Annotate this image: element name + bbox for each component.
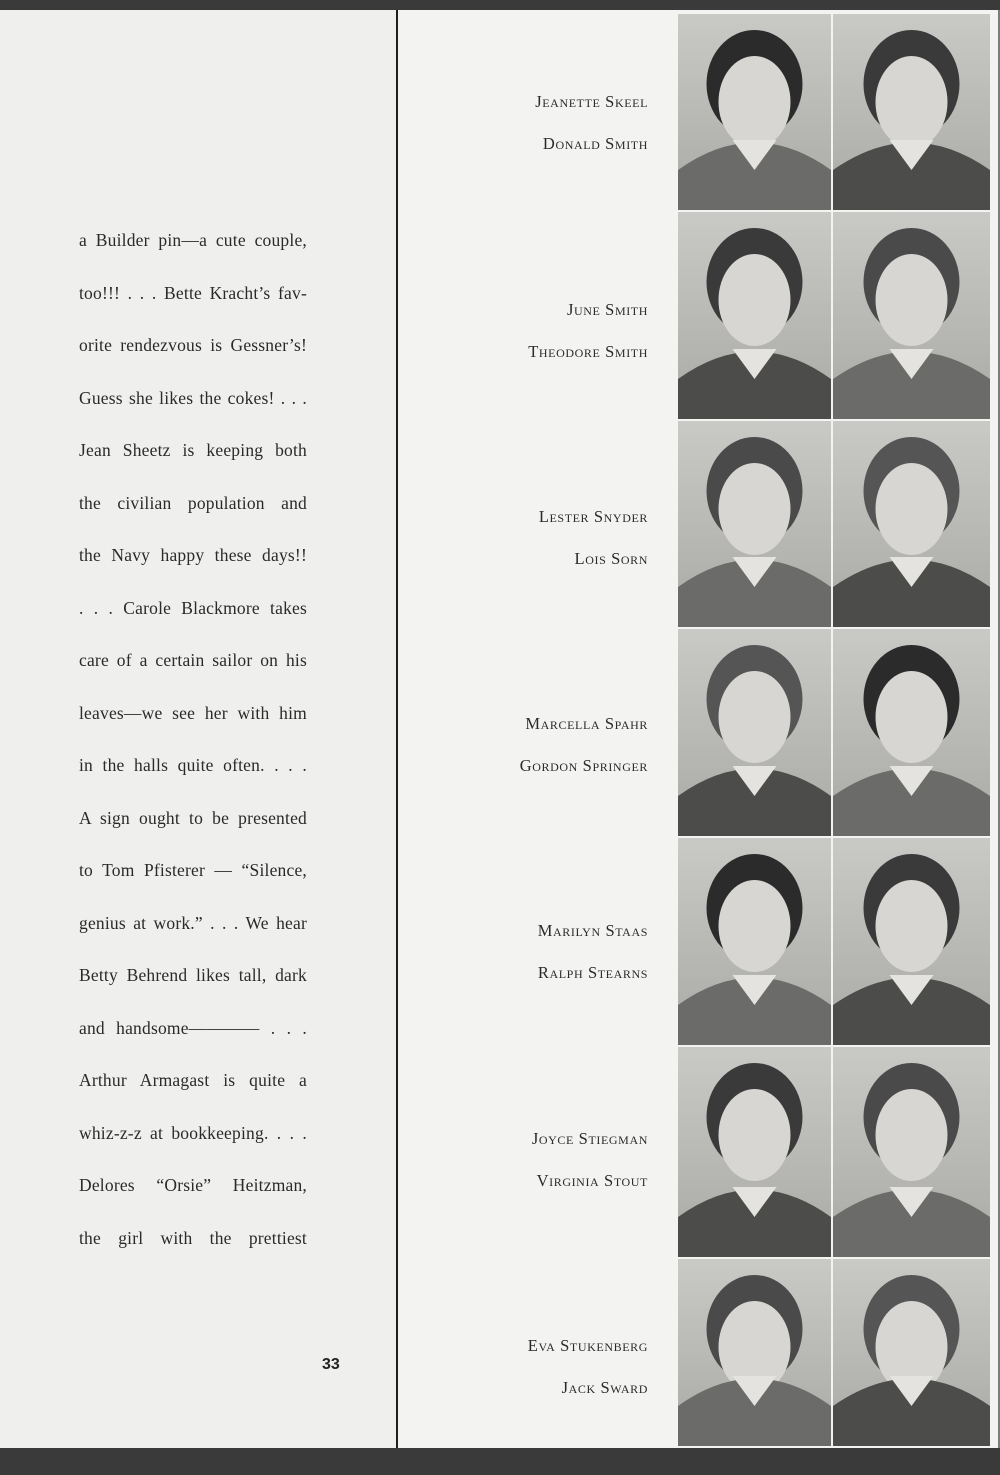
name-pair bbox=[400, 230, 648, 439]
name-pair bbox=[400, 1266, 648, 1475]
student-name: June Smith bbox=[566, 300, 648, 319]
text-line: whiz-z-z at bookkeeping. . . . bbox=[79, 1122, 307, 1143]
student-name: Marilyn Staas bbox=[537, 921, 648, 940]
student-portrait bbox=[833, 421, 990, 627]
text-line: Arthur Armagast is quite a bbox=[79, 1070, 307, 1090]
portrait-silhouette bbox=[833, 212, 990, 419]
portrait-silhouette bbox=[678, 1047, 831, 1257]
text-line: the girl with the prettiest bbox=[79, 1227, 307, 1248]
portrait-silhouette bbox=[833, 14, 990, 210]
text-line: orite rendezvous is Gessner’s! bbox=[79, 335, 307, 355]
student-name: Ralph Stearns bbox=[537, 963, 648, 982]
text-line: Guess she likes the cokes! . . . bbox=[79, 387, 307, 408]
portrait-silhouette bbox=[833, 1259, 990, 1446]
student-portrait bbox=[833, 14, 990, 210]
student-name: Donald Smith bbox=[542, 134, 648, 153]
gossip-column bbox=[0, 10, 396, 1448]
name-pair bbox=[400, 851, 648, 1060]
portrait-silhouette bbox=[833, 838, 990, 1045]
student-portrait bbox=[833, 212, 990, 419]
name-pair bbox=[400, 437, 648, 646]
text-line: leaves—we see her with him bbox=[79, 702, 307, 723]
portrait-silhouette bbox=[678, 1259, 831, 1446]
student-name: Jack Sward bbox=[561, 1378, 648, 1397]
text-line: a Builder pin—a cute couple, bbox=[79, 230, 307, 250]
student-portrait bbox=[678, 1259, 831, 1446]
student-portrait bbox=[678, 629, 831, 836]
student-portrait bbox=[678, 1047, 831, 1257]
student-name: Joyce Stiegman bbox=[531, 1129, 648, 1148]
student-portrait bbox=[678, 838, 831, 1045]
text-line: care of a certain sailor on his bbox=[79, 650, 307, 670]
text-line: too!!! . . . Bette Kracht’s fav- bbox=[79, 282, 307, 303]
portrait-silhouette bbox=[678, 212, 831, 419]
student-portrait bbox=[678, 212, 831, 419]
portrait-silhouette bbox=[678, 14, 831, 210]
name-pair bbox=[400, 1059, 648, 1268]
text-line: . . . Carole Blackmore takes bbox=[79, 597, 307, 618]
name-pair bbox=[400, 22, 648, 231]
portrait-silhouette bbox=[833, 421, 990, 627]
text-line: A sign ought to be presented bbox=[79, 807, 307, 828]
student-name: Theodore Smith bbox=[528, 342, 648, 361]
student-name: Jeanette Skeel bbox=[535, 92, 648, 111]
gossip-text bbox=[79, 218, 307, 1268]
student-portrait bbox=[833, 838, 990, 1045]
student-portrait bbox=[678, 421, 831, 627]
text-line: Jean Sheetz is keeping both bbox=[79, 440, 307, 460]
student-name: Eva Stukenberg bbox=[527, 1336, 648, 1355]
portrait-silhouette bbox=[678, 421, 831, 627]
student-portrait bbox=[833, 1047, 990, 1257]
page-number: 33 bbox=[322, 1356, 340, 1373]
text-line: Betty Behrend likes tall, dark bbox=[79, 965, 307, 985]
portrait-silhouette bbox=[833, 629, 990, 836]
text-line: the civilian population and bbox=[79, 492, 307, 513]
text-line: in the halls quite often. . . . bbox=[79, 755, 307, 775]
student-portrait bbox=[678, 14, 831, 210]
text-line: genius at work.” . . . We hear bbox=[79, 912, 307, 933]
portrait-silhouette bbox=[678, 629, 831, 836]
text-line: and handsome———— . . . bbox=[79, 1017, 307, 1038]
student-name: Virginia Stout bbox=[536, 1171, 648, 1190]
student-portrait bbox=[833, 1259, 990, 1446]
student-name: Lester Snyder bbox=[538, 507, 648, 526]
student-name: Lois Sorn bbox=[574, 549, 648, 568]
name-pair bbox=[400, 644, 648, 853]
text-line: to Tom Pfisterer — “Silence, bbox=[79, 860, 307, 880]
portrait-silhouette bbox=[833, 1047, 990, 1257]
text-line: Delores “Orsie” Heitzman, bbox=[79, 1175, 307, 1195]
student-portrait bbox=[833, 629, 990, 836]
text-line: the Navy happy these days!! bbox=[79, 545, 307, 565]
student-name: Gordon Springer bbox=[519, 756, 648, 775]
portrait-silhouette bbox=[678, 838, 831, 1045]
student-name: Marcella Spahr bbox=[525, 714, 648, 733]
